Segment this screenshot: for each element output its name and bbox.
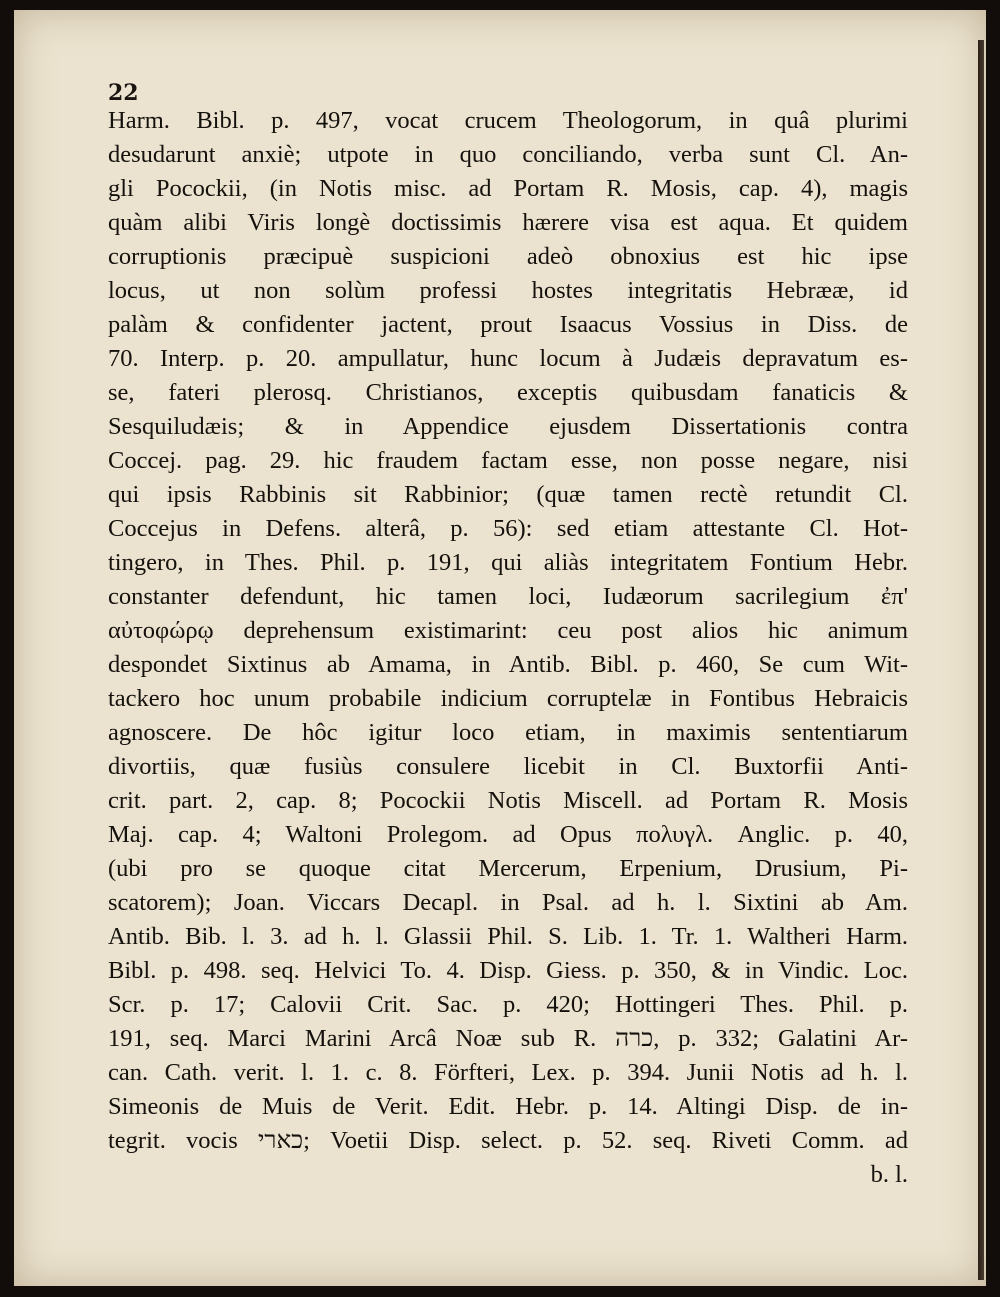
text-line-14: tingero, in Thes. Phil. p. 191, qui aliàs integritatem Fontium Hebr. — [108, 549, 908, 576]
text-line-21: crit. part. 2, cap. 8; Pocockii Notis Miscell. ad Portam R. Mosis — [108, 787, 908, 814]
text-line-32: b. l. — [870, 1161, 908, 1188]
body-text — [108, 104, 908, 1192]
text-line-18: tackero hoc unum probabile indicium corruptelæ in Fontibus Hebraicis — [108, 685, 908, 712]
text-line-22: Maj. cap. 4; Waltoni Prolegom. ad Opus πολυγλ. Anglic. p. 40, — [108, 821, 908, 848]
text-line-16: αὐτοφώρῳ deprehensum existimarint: ceu post alios hic animum — [108, 617, 908, 644]
text-line-4: quàm alibi Viris longè doctissimis hærere visa est aqua. Et quidem — [108, 209, 908, 236]
text-line-25: Antib. Bib. l. 3. ad h. l. Glassii Phil. S. Lib. 1. Tr. 1. Waltheri Harm. — [108, 923, 908, 950]
text-line-26: Bibl. p. 498. seq. Helvici To. 4. Disp. Giess. p. 350, & in Vindic. Loc. — [108, 957, 908, 984]
text-line-11: Coccej. pag. 29. hic fraudem factam esse, non posse negare, nisi — [108, 447, 908, 474]
page-number: 22 — [108, 80, 139, 106]
text-line-8: 70. Interp. p. 20. ampullatur, hunc locum à Judæis depravatum es- — [108, 345, 908, 372]
text-line-7: palàm & confidenter jactent, prout Isaacus Vossius in Diss. de — [108, 311, 908, 338]
text-line-2: desudarunt anxiè; utpote in quo conciliando, verba sunt Cl. An- — [108, 141, 908, 168]
text-line-3: gli Pocockii, (in Notis misc. ad Portam R. Mosis, cap. 4), magis — [108, 175, 908, 202]
text-line-13: Coccejus in Defens. alterâ, p. 56): sed etiam attestante Cl. Hot- — [108, 515, 908, 542]
text-line-10: Sesquiludæis; & in Appendice ejusdem Dissertationis contra — [108, 413, 908, 440]
text-line-17: despondet Sixtinus ab Amama, in Antib. Bibl. p. 460, Se cum Wit- — [108, 651, 908, 678]
text-line-19: agnoscere. De hôc igitur loco etiam, in maximis sententiarum — [108, 719, 908, 746]
text-line-15: constanter defendunt, hic tamen loci, Iudæorum sacrilegium ἐπ' — [108, 583, 908, 610]
text-line-9: se, fateri plerosq. Christianos, exceptis quibusdam fanaticis & — [108, 379, 908, 406]
text-line-12: qui ipsis Rabbinis sit Rabbinior; (quæ tamen rectè retundit Cl. — [108, 481, 908, 508]
text-line-24: scatorem); Joan. Viccars Decapl. in Psal. ad h. l. Sixtini ab Am. — [108, 889, 908, 916]
text-line-20: divortiis, quæ fusiùs consulere licebit in Cl. Buxtorfii Anti- — [108, 753, 908, 780]
text-line-23: (ubi pro se quoque citat Mercerum, Erpenium, Drusium, Pi- — [108, 855, 908, 882]
text-line-27: Scr. p. 17; Calovii Crit. Sac. p. 420; Hottingeri Thes. Phil. p. — [108, 991, 908, 1018]
text-line-1: Harm. Bibl. p. 497, vocat crucem Theologorum, in quâ plurimi — [108, 107, 908, 134]
text-line-31: tegrit. vocis כארי; Voetii Disp. select. p. 52. seq. Riveti Comm. ad — [108, 1127, 908, 1154]
text-line-29: can. Cath. verit. l. 1. c. 8. Förfteri, Lex. p. 394. Junii Notis ad h. l. — [108, 1059, 908, 1086]
text-line-30: Simeonis de Muis de Verit. Edit. Hebr. p. 14. Altingi Disp. de in- — [108, 1093, 908, 1120]
page-edge-shadow — [978, 40, 984, 1280]
text-line-28: 191, seq. Marci Marini Arcâ Noæ sub R. כרה, p. 332; Galatini Ar- — [108, 1025, 908, 1052]
text-line-6: locus, ut non solùm professi hostes integritatis Hebrææ, id — [108, 277, 908, 304]
text-line-5: corruptionis præcipuè suspicioni adeò obnoxius est hic ipse — [108, 243, 908, 270]
